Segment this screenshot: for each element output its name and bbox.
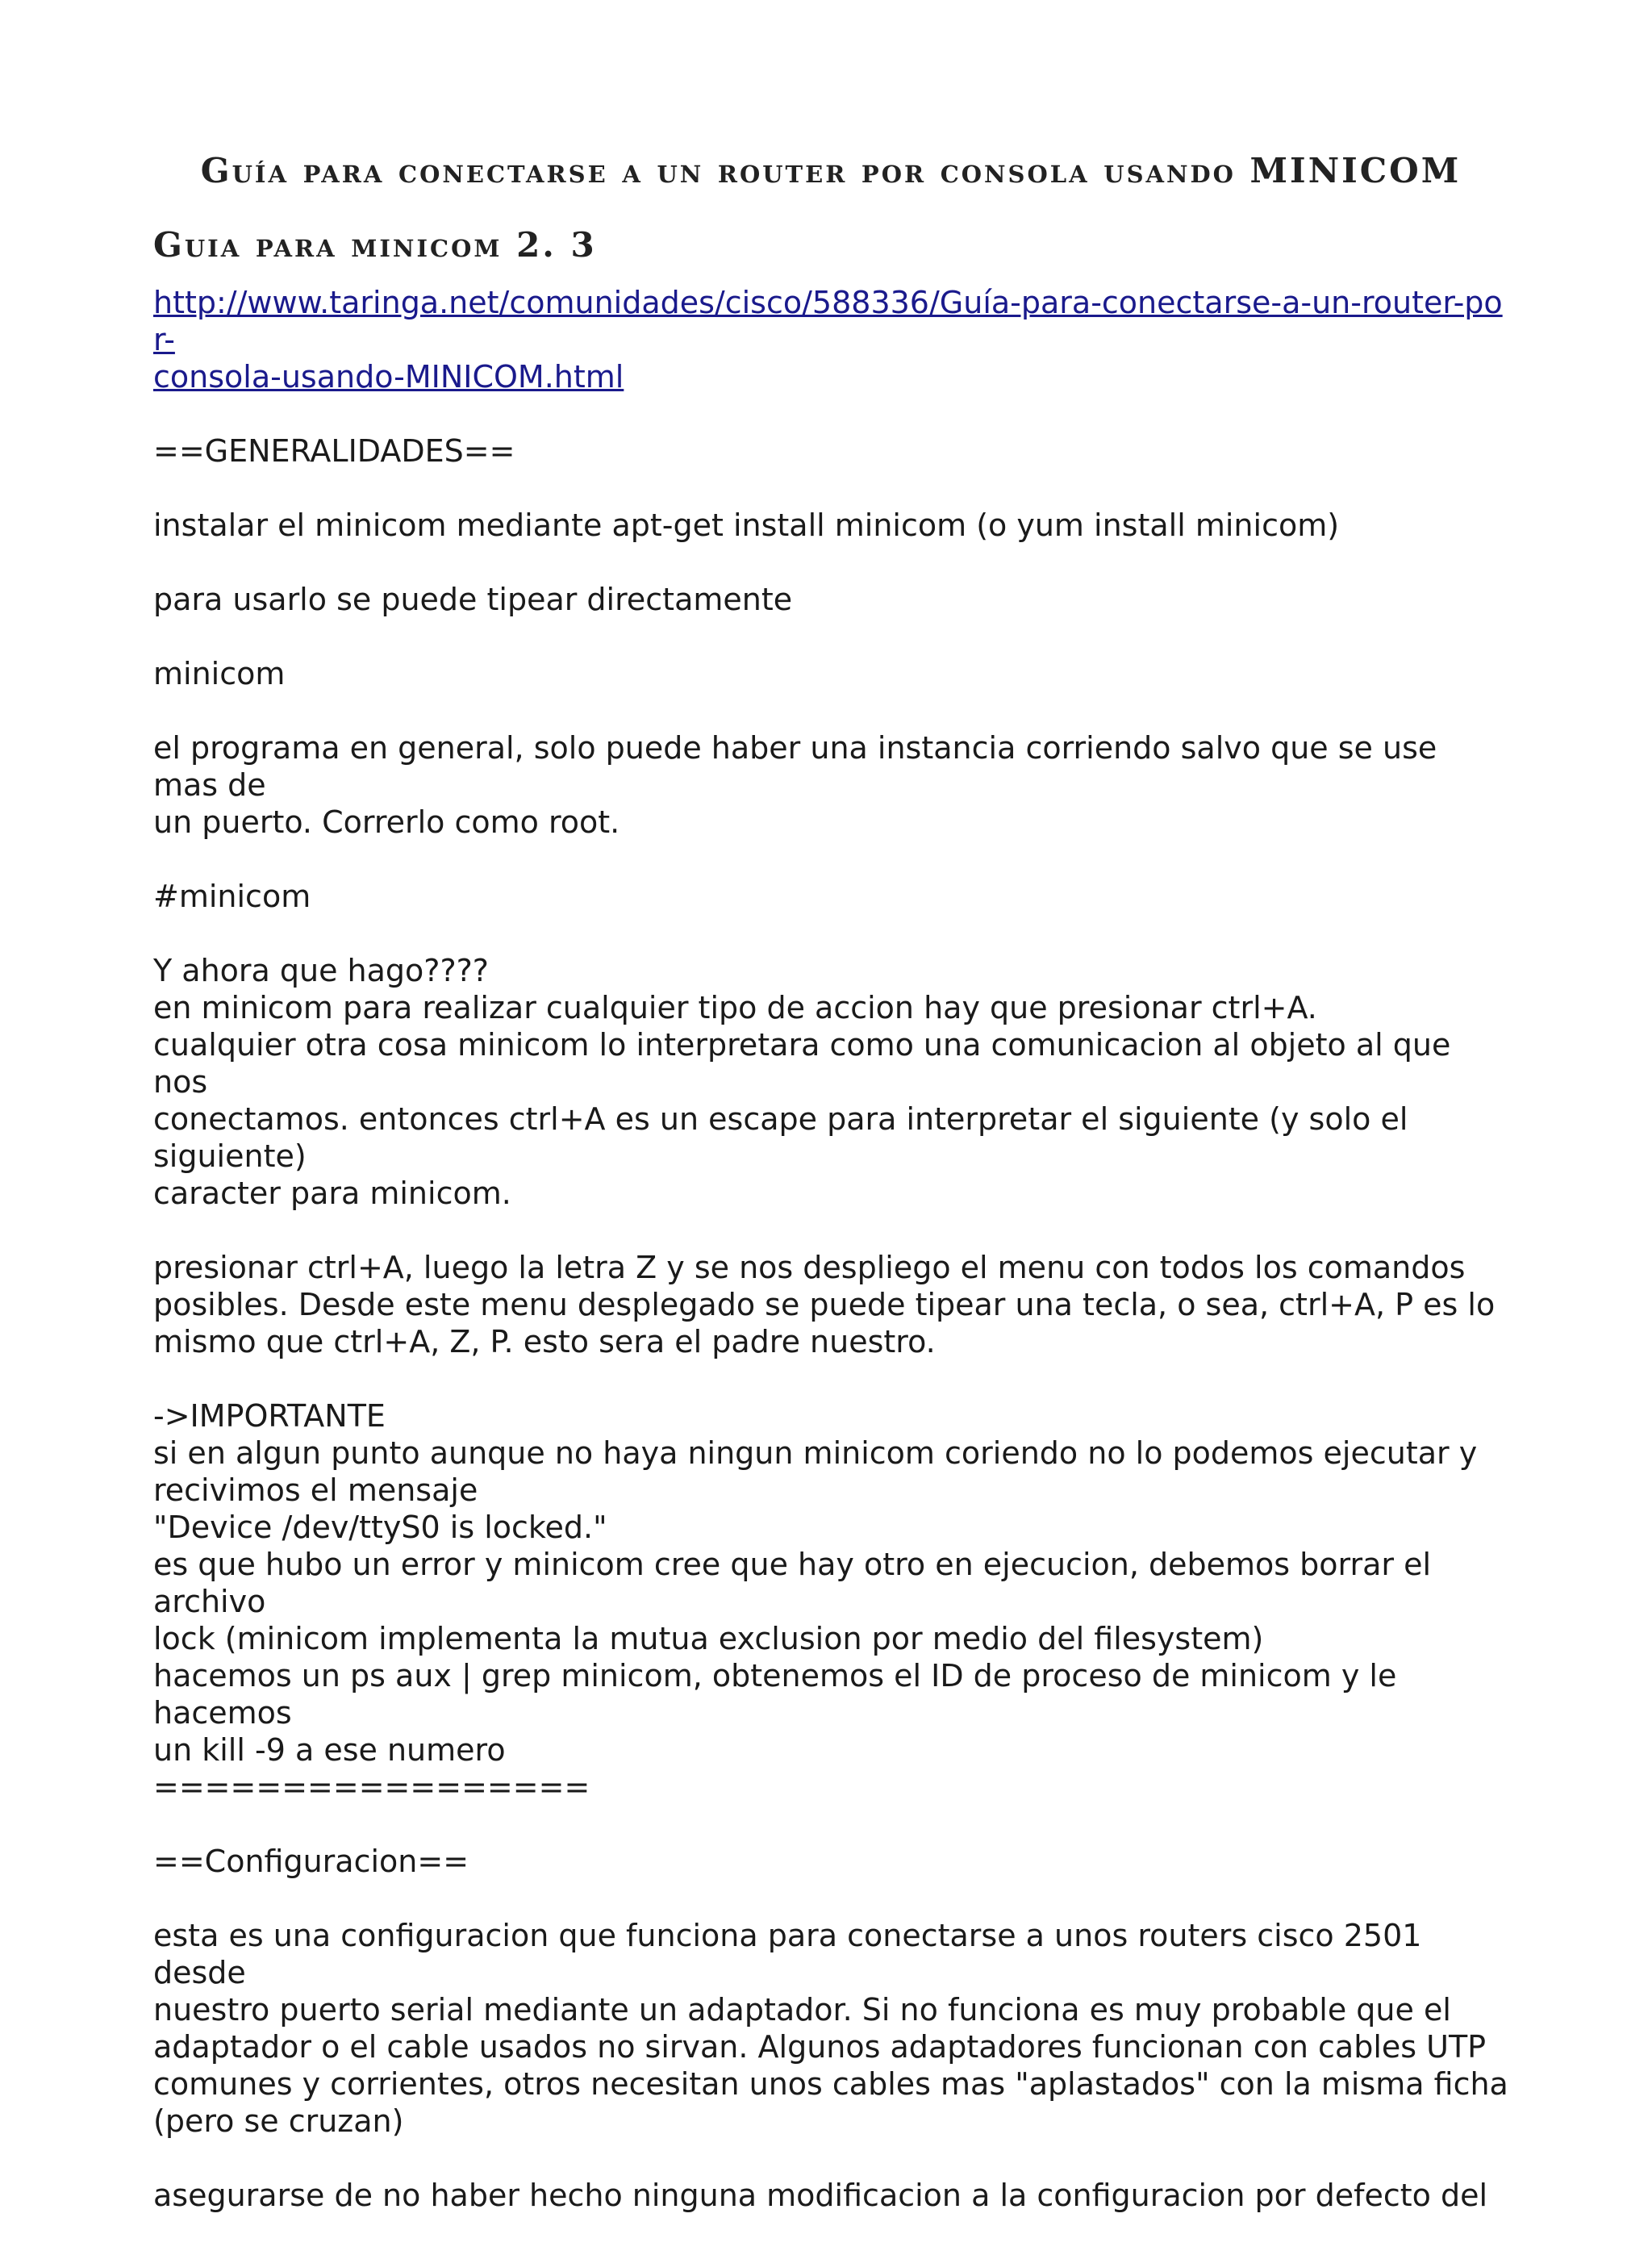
text-line: adaptador o el cable usados no sirvan. Algunos adaptadores funcionan con cables UTP bbox=[153, 2029, 1487, 2065]
text-line: nuestro puerto serial mediante un adaptador. Si no funciona es muy probable que el bbox=[153, 1992, 1451, 2028]
text-line: (pero se cruzan) bbox=[153, 2103, 404, 2139]
text-line: hacemos un ps aux | grep minicom, obtenemos el ID de proceso de minicom y le hacemos bbox=[153, 1658, 1397, 1731]
paragraph bbox=[153, 952, 1508, 1212]
text-line: posibles. Desde este menu desplegado se puede tipear una tecla, o sea, ctrl+A, P es lo bbox=[153, 1287, 1496, 1322]
text-line: es que hubo un error y minicom cree que hay otro en ejecucion, debemos borrar el archivo bbox=[153, 1547, 1432, 1619]
text-line: "Device /dev/ttyS0 is locked." bbox=[153, 1510, 607, 1545]
text-line: Y ahora que hago???? bbox=[153, 953, 489, 988]
text-line: ================= bbox=[153, 1769, 590, 1805]
text-line: ==GENERALIDADES== bbox=[153, 433, 515, 469]
text-line: ->IMPORTANTE bbox=[153, 1398, 386, 1434]
document-page bbox=[153, 150, 1508, 2251]
text-line: recivimos el mensaje bbox=[153, 1472, 478, 1508]
document-title: Guía para conectarse a un router por consola usando MINICOM bbox=[200, 151, 1462, 190]
text-line: ==Configuracion== bbox=[153, 1844, 469, 1879]
text-line: esta es una configuracion que funciona para conectarse a unos routers cisco 2501 desde bbox=[153, 1918, 1422, 1990]
text-line: caracter para minicom. bbox=[153, 1176, 511, 1211]
paragraph bbox=[153, 432, 1508, 470]
text-line: lock (minicom implementa la mutua exclusion por medio del filesystem) bbox=[153, 1621, 1264, 1656]
body-text bbox=[153, 432, 1508, 2214]
paragraph bbox=[153, 2177, 1508, 2214]
text-line: cualquier otra cosa minicom lo interpretara como una comunicacion al objeto al que nos bbox=[153, 1027, 1451, 1100]
text-line: minicom bbox=[153, 656, 286, 691]
source-link-line: consola-usando-MINICOM.html bbox=[153, 359, 624, 395]
text-line: comunes y corrientes, otros necesitan unos cables mas "aplastados" con la misma ficha bbox=[153, 2066, 1508, 2102]
text-line: en minicom para realizar cualquier tipo de accion hay que presionar ctrl+A. bbox=[153, 990, 1317, 1025]
text-line: mismo que ctrl+A, Z, P. esto sera el padre nuestro. bbox=[153, 1324, 936, 1359]
text-line: si en algun punto aunque no haya ningun minicom coriendo no lo podemos ejecutar y bbox=[153, 1435, 1478, 1471]
source-link-line: http://www.taringa.net/comunidades/cisco/588336/Guía-para-conectarse-a-un-router-por- bbox=[153, 285, 1503, 357]
text-line: #minicom bbox=[153, 879, 311, 914]
paragraph bbox=[153, 729, 1508, 841]
text-line: conectamos. entonces ctrl+A es un escape para interpretar el siguiente (y solo el siguiente) bbox=[153, 1101, 1408, 1174]
source-link[interactable] bbox=[153, 284, 1508, 395]
text-line: asegurarse de no haber hecho ninguna modificacion a la configuracion por defecto del bbox=[153, 2178, 1488, 2213]
paragraph bbox=[153, 1843, 1508, 1880]
paragraph bbox=[153, 1917, 1508, 2140]
paragraph bbox=[153, 507, 1508, 544]
document-subtitle: Guia para minicom 2. 3 bbox=[153, 225, 597, 265]
text-line: el programa en general, solo puede haber una instancia corriendo salvo que se use mas de bbox=[153, 730, 1437, 803]
text-line: presionar ctrl+A, luego la letra Z y se nos despliego el menu con todos los comandos bbox=[153, 1250, 1466, 1285]
text-line: un kill -9 a ese numero bbox=[153, 1732, 506, 1768]
text-line: un puerto. Correrlo como root. bbox=[153, 804, 620, 840]
paragraph bbox=[153, 1397, 1508, 1806]
text-line: instalar el minicom mediante apt-get install minicom (o yum install minicom) bbox=[153, 507, 1340, 543]
paragraph bbox=[153, 1249, 1508, 1360]
paragraph bbox=[153, 655, 1508, 692]
paragraph bbox=[153, 878, 1508, 915]
text-line: para usarlo se puede tipear directamente bbox=[153, 582, 793, 617]
paragraph bbox=[153, 581, 1508, 618]
